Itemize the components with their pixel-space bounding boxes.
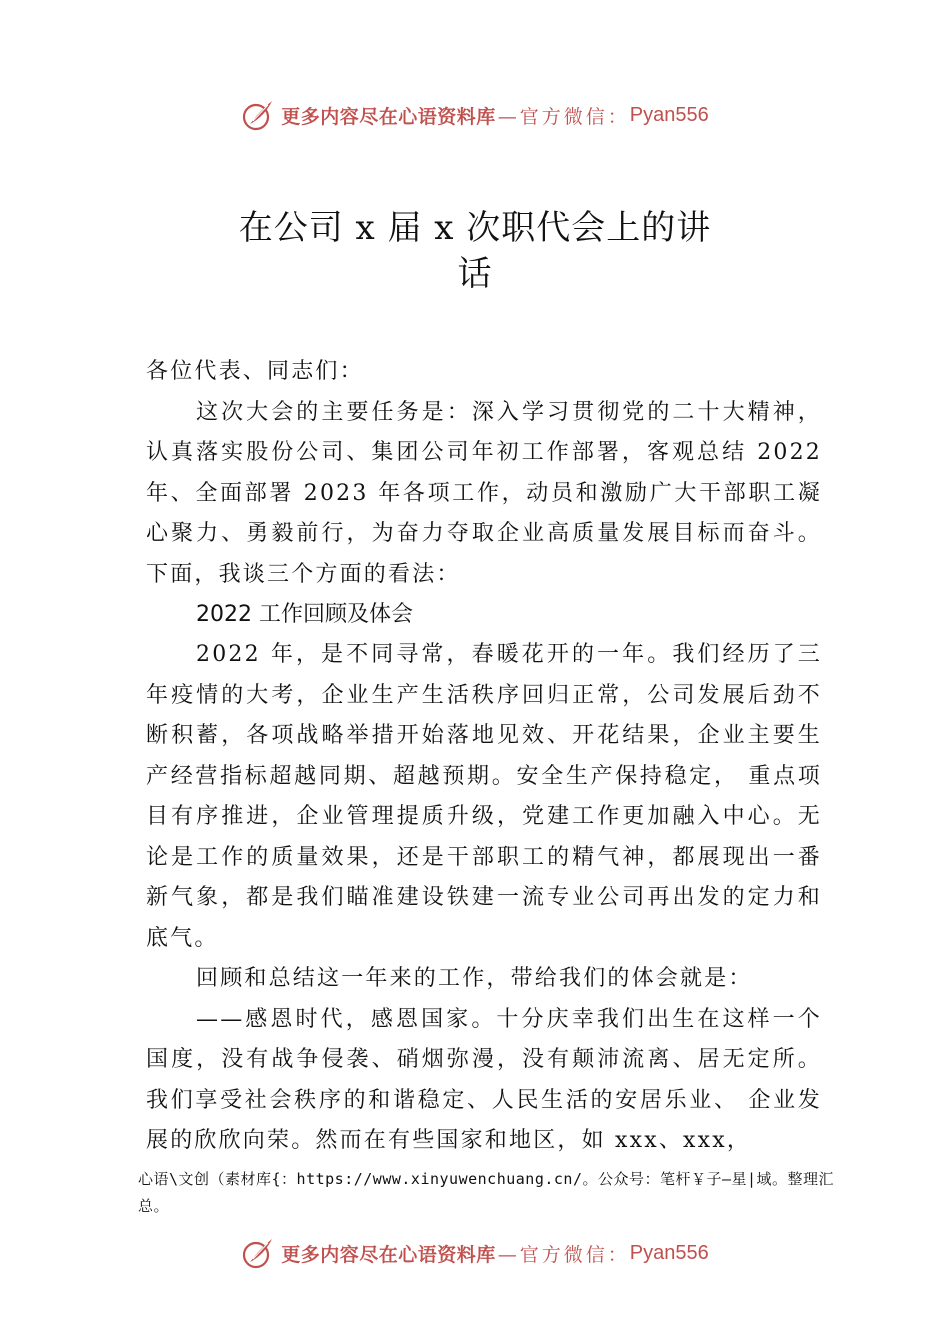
feather-pen-logo-icon (241, 1236, 275, 1270)
footer-slogan: 更多内容尽在心语资料库 (281, 1243, 496, 1266)
header-banner (0, 95, 950, 135)
intro-paragraph: 这次大会的主要任务是：深入学习贯彻党的二十大精神，认真落实股份公司、集团公司年初工作部署，客观总结 2022 年、全面部署 2023 年各项工作，动员和激励广大干部职工凝心聚力、勇毅前行，为奋力夺取企业高质量发展目标而奋斗。下面，我谈三个方面的看法： (146, 399, 822, 587)
title-line-1: 在公司 x 届 x 次职代会上的讲 (238, 208, 712, 248)
review-paragraph: 2022 年，是不同寻常，春暖花开的一年。我们经历了三年疫情的大考，企业生产生活秩序回归正常，公司发展后劲不断积蓄，各项战略举措开始落地见效、开花结果，企业主要生产经营指标超越同期、超越预期。安全生产保持稳定， 重点项目有序推进，企业管理提质升级，党建工作更加融入中心。无论是工作的质量效果，还是干部职工的精气神，都展现出一番新气象，都是我们瞄准建设铁建一流专业公司再出发的定力和底气。 (146, 642, 822, 951)
footer-banner (0, 1233, 950, 1273)
document-body (146, 352, 822, 1162)
gratitude-paragraph: ——感恩时代，感恩国家。十分庆幸我们出生在这样一个国度，没有战争侵袭、硝烟弥漫，没有颠沛流离、居无定所。我们享受社会秩序的和谐稳定、人民生活的安居乐业、 企业发展的欣欣向荣。然而在有些国家和地区，如 xxx、xxx， (146, 1006, 822, 1153)
footer-wechat-label: —官方微信： (497, 1243, 630, 1266)
footer-wechat-id: Pyan556 (629, 1241, 709, 1264)
feather-pen-logo-icon (241, 98, 275, 132)
document-title (0, 205, 950, 297)
header-slogan: 更多内容尽在心语资料库 (281, 105, 496, 128)
header-wechat-id: Pyan556 (629, 103, 709, 126)
source-footnote: 心语\文创（素材库{：https://www.xinyuwenchuang.cn/。公众号：笔杆￥子—星|域。整理汇总。 (138, 1170, 835, 1215)
title-line-2: 话 (457, 254, 493, 294)
header-wechat-label: —官方微信： (497, 105, 630, 128)
section-heading: 2022 工作回顾及体会 (196, 602, 413, 627)
lessons-intro-paragraph: 回顾和总结这一年来的工作，带给我们的体会就是： (196, 966, 753, 991)
salutation: 各位代表、同志们： (146, 359, 364, 384)
